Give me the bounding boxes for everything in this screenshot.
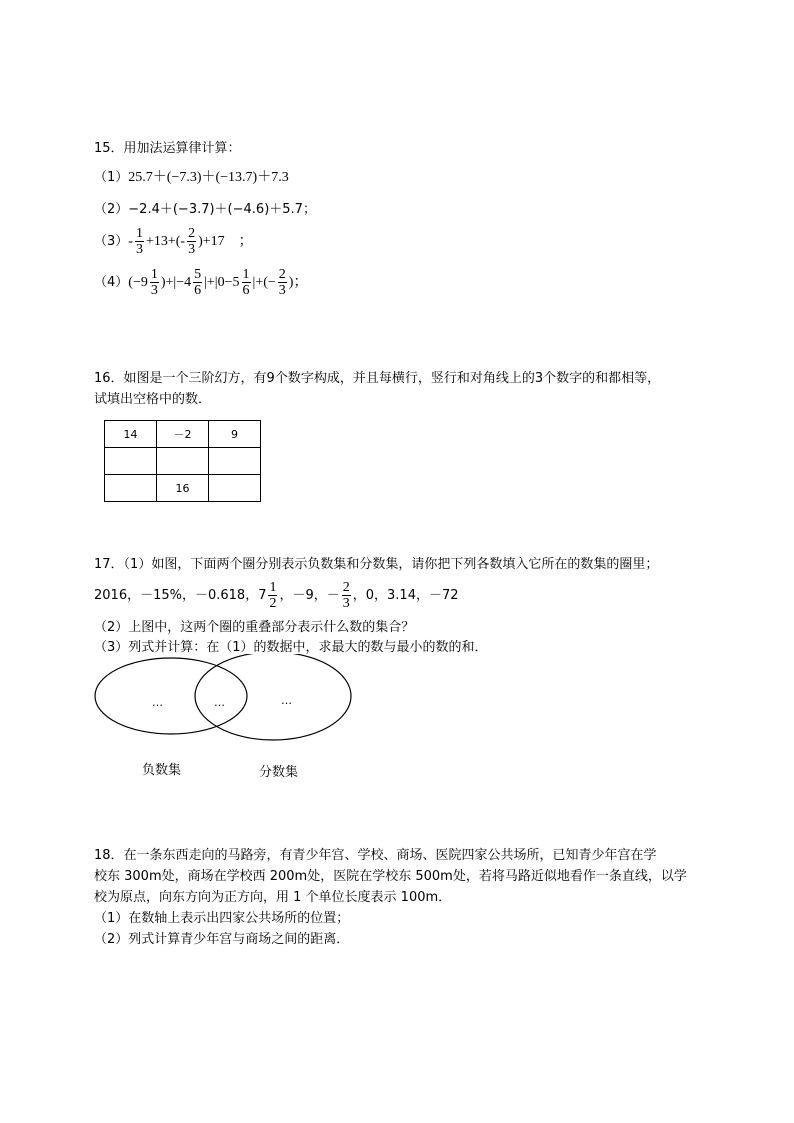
fraction-denominator: 3 — [150, 283, 158, 298]
fraction-denominator: 3 — [135, 242, 143, 257]
q15-part1 — [94, 168, 289, 188]
fraction-denominator: 3 — [342, 596, 350, 611]
magic-cell — [105, 475, 157, 502]
table-row — [105, 475, 261, 502]
fraction — [268, 580, 277, 611]
q18-line2: 校东 300m处，商场在学校西 200m处，医院在学校东 500m处，若将马路近似地看作一条直线，以学 — [94, 869, 687, 884]
venn-diagram — [90, 654, 360, 754]
venn-middle-dots: … — [214, 696, 225, 709]
fraction-numerator: 2 — [278, 267, 286, 282]
fraction-denominator: 6 — [194, 283, 202, 298]
fraction — [187, 226, 196, 257]
fraction — [242, 267, 251, 298]
q15-part3-num: （3） — [94, 234, 129, 249]
magic-cell: －2 — [157, 421, 209, 448]
q18-line1: 18．在一条东西走向的马路旁，有青少年宫、学校、商场、医院四家公共场所，已知青少年宫在学 — [94, 848, 657, 863]
q16-line1: 16．如图是一个三阶幻方，有9个数字构成，并且每横行，竖行和对角线上的3个数字的和都相等， — [94, 371, 661, 386]
fraction-numerator: 2 — [188, 226, 196, 241]
q15-part1-expr: 25.7＋(−7.3)＋(−13.7)＋7.3 — [128, 170, 289, 185]
q18-line4: （1）在数轴上表示出四家公共场所的位置； — [94, 911, 350, 926]
fraction — [278, 267, 287, 298]
magic-cell: 16 — [157, 475, 209, 502]
q15-part4-num: （4） — [94, 275, 129, 290]
fraction — [150, 267, 159, 298]
fraction-numerator: 2 — [342, 580, 350, 595]
q15-part4 — [94, 265, 307, 301]
q17-numbers — [94, 578, 459, 614]
magic-cell — [157, 448, 209, 475]
q15-part2-num: （2） — [94, 202, 129, 217]
magic-cell — [105, 448, 157, 475]
q15-part4-text-a: (−9 — [128, 275, 148, 290]
q17-line3: （2）上图中，这两个圈的重叠部分表示什么数的集合？ — [94, 620, 415, 635]
q15-part2-expr: −2.4＋(−3.7)＋(−4.6)＋5.7； — [128, 202, 316, 217]
q15-part4-text-b: )+|−4 — [160, 275, 192, 290]
q17-line1: 17．（1）如图，下面两个圈分别表示负数集和分数集，请你把下列各数填入它所在的数集的圈里； — [94, 557, 659, 572]
fraction — [193, 267, 202, 298]
q15-part3 — [94, 224, 253, 260]
fraction-denominator: 6 — [242, 283, 250, 298]
fraction-numerator: 1 — [269, 580, 277, 595]
magic-cell: 9 — [209, 421, 261, 448]
q15-part2 — [94, 200, 316, 220]
q17-line4: （3）列式并计算：在（1）的数据中，求最大的数与最小的数的和． — [94, 640, 488, 655]
fraction-denominator: 3 — [278, 283, 286, 298]
fraction-numerator: 1 — [242, 267, 250, 282]
q15-part3-text-b: +13+(- — [145, 234, 186, 249]
venn-label-negative: 负数集 — [142, 763, 182, 778]
fraction-denominator: 3 — [188, 242, 196, 257]
venn-left-dots: … — [152, 696, 163, 709]
q15-title: 15．用加法运算律计算： — [94, 141, 241, 156]
q17-numbers-c: ，0，3.14，－72 — [352, 588, 459, 603]
table-row — [105, 421, 261, 448]
table-row — [105, 448, 261, 475]
magic-square — [104, 420, 261, 502]
venn-right-dots: … — [281, 694, 292, 707]
q17-numbers-a: 2016，－15%，－0.618，7 — [94, 588, 267, 603]
q17-numbers-b: ，－9，－ — [279, 588, 340, 603]
fraction-denominator: 2 — [269, 596, 277, 611]
fraction-numerator: 1 — [135, 226, 143, 241]
q15-part3-text-a: - — [128, 234, 133, 249]
q16-line2: 试填出空格中的数． — [94, 392, 212, 407]
q15-part4-text-d: |+(− — [252, 275, 276, 290]
fraction-numerator: 5 — [194, 267, 202, 282]
q18-line5: （2）列式计算青少年宫与商场之间的距离． — [94, 932, 350, 947]
q15-part1-num: （1） — [94, 170, 129, 185]
magic-cell — [209, 448, 261, 475]
q18-line3: 校为原点，向东方向为正方向，用 1 个单位长度表示 100m． — [94, 890, 452, 905]
magic-cell: 14 — [105, 421, 157, 448]
q15-part4-text-c: |+|0−5 — [204, 275, 240, 290]
fraction — [135, 226, 144, 257]
magic-cell — [209, 475, 261, 502]
venn-label-fraction: 分数集 — [259, 765, 299, 780]
q15-part4-text-e: )； — [288, 275, 308, 290]
fraction — [342, 580, 351, 611]
q15-part3-text-c: )+17 ； — [198, 234, 253, 249]
fraction-numerator: 1 — [150, 267, 158, 282]
